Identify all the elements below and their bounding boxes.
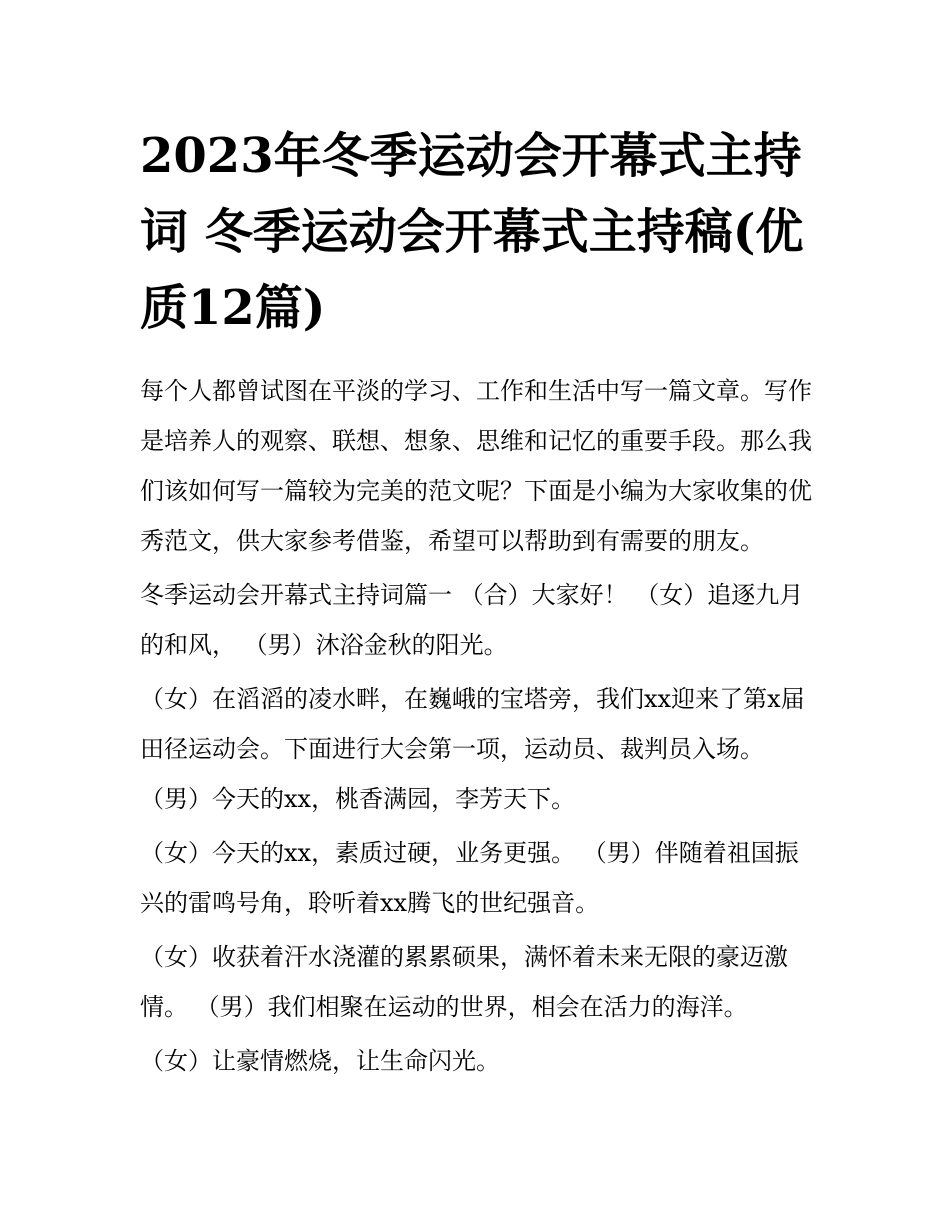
paragraph-2: （女）在滔滔的凌水畔，在巍峨的宝塔旁，我们xx迎来了第x届田径运动会。下面进行大会第一项，运动员、裁判员入场。 （男）今天的xx，桃香满园，李芳天下。 bbox=[140, 685, 805, 813]
paragraph-intro: 每个人都曾试图在平淡的学习、工作和生活中写一篇文章。写作是培养人的观察、联想、想象、思维和记忆的重要手段。那么我们该如何写一篇较为完美的范文呢？下面是小编为大家收集的优秀范文，供大家参考借鉴，希望可以帮助到有需要的朋友。 bbox=[140, 377, 812, 555]
paragraph-4: （女）收获着汗水浇灌的累累硕果，满怀着未来无限的豪迈激情。 （男）我们相聚在运动的世界，相会在活力的海洋。 bbox=[140, 943, 788, 1021]
paragraph-5: （女）让豪情燃烧，让生命闪光。 bbox=[140, 1047, 500, 1075]
document-title: 2023年冬季运动会开幕式主持词 冬季运动会开幕式主持稿(优质12篇) bbox=[140, 128, 804, 336]
paragraph-3: （女）今天的xx，素质过硬，业务更强。 （男）伴随着祖国振兴的雷鸣号角，聆听着xx腾飞的世纪强音。 bbox=[140, 839, 799, 917]
document-body bbox=[140, 366, 812, 1086]
paragraph-1: 冬季运动会开幕式主持词篇一 （合）大家好！ （女）追逐九月的和风， （男）沐浴金秋的阳光。 bbox=[140, 581, 804, 659]
